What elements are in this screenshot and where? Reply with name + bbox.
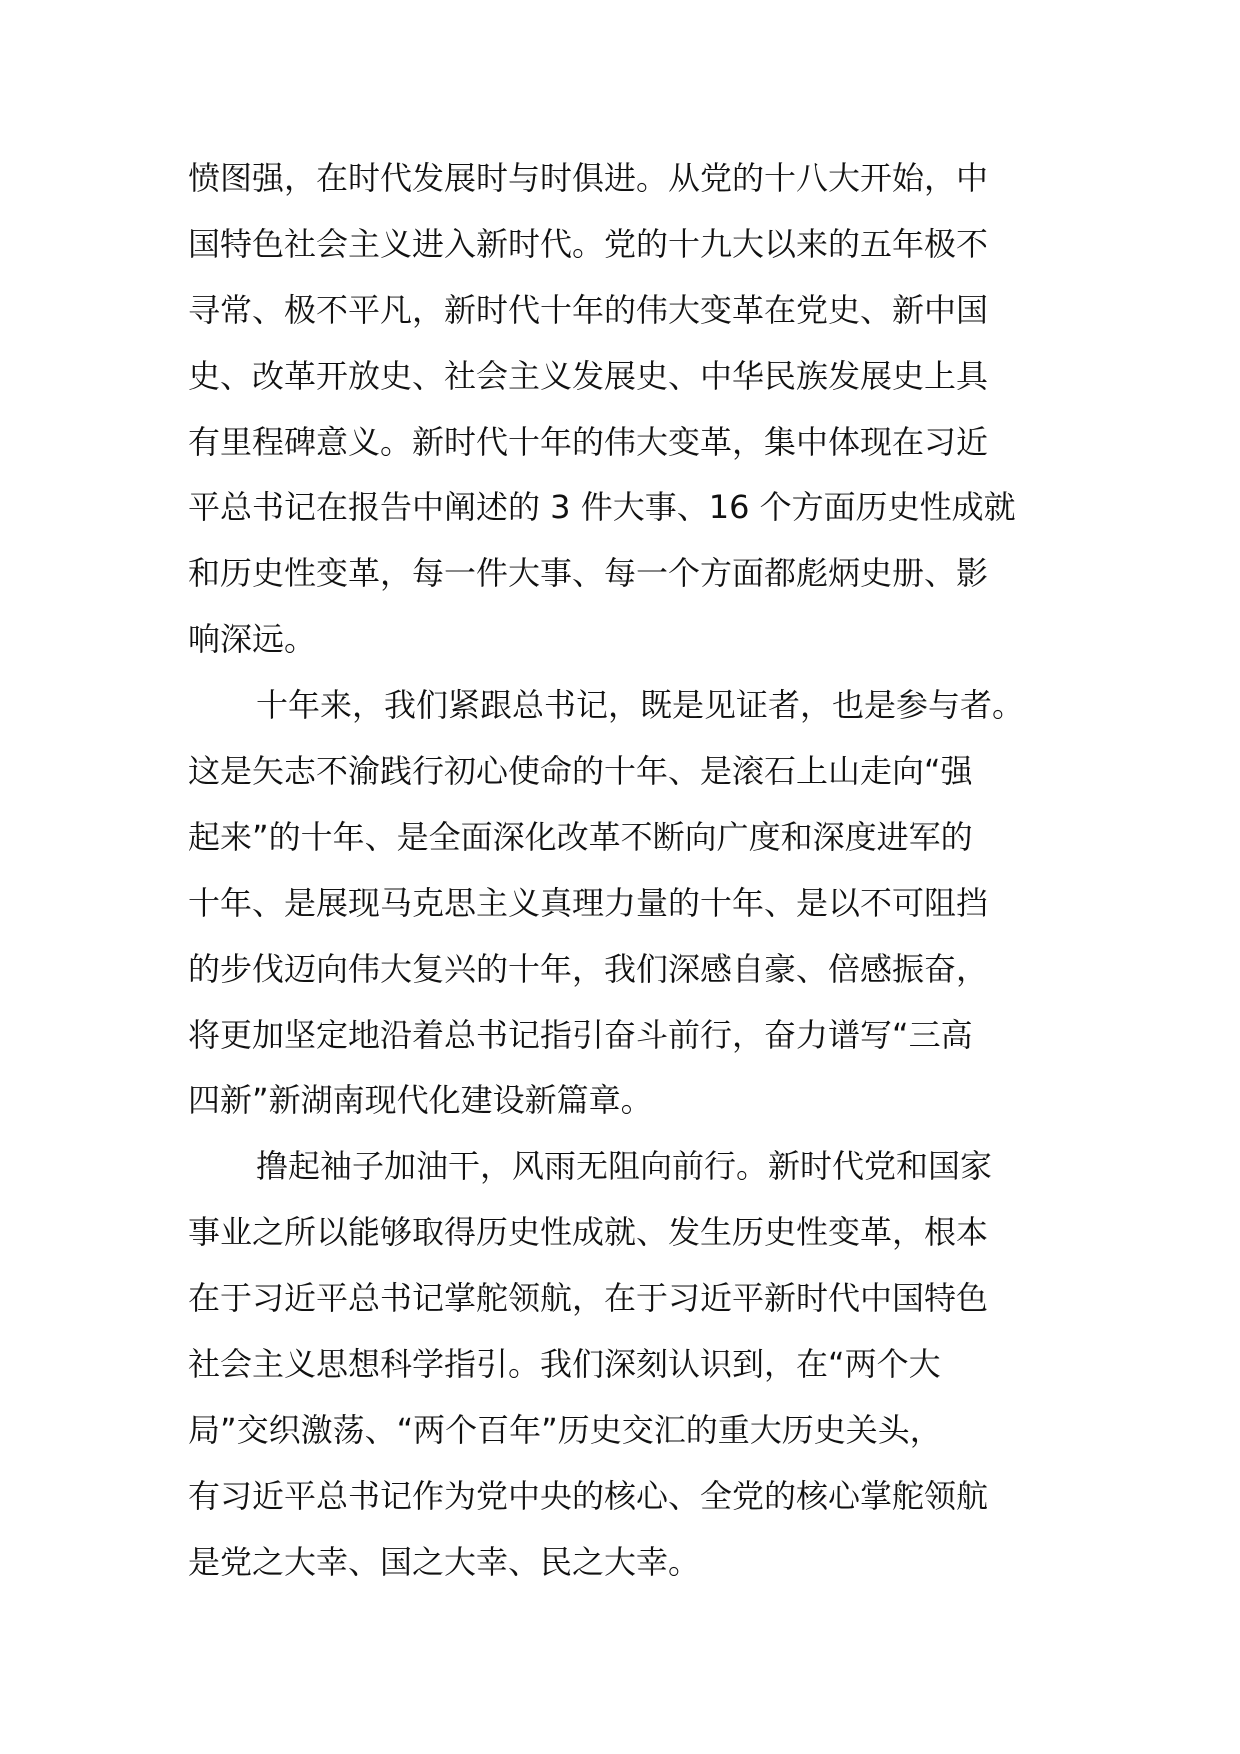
paragraph-1 [188,146,1062,673]
text-line: 的步伐迈向伟大复兴的十年，我们深感自豪、倍感振奋， [188,949,989,988]
text-line: 和历史性变革，每一件大事、每一个方面都彪炳史册、影 [188,554,989,593]
text-line: 国特色社会主义进入新时代。党的十九大以来的五年极不 [188,224,989,263]
text-line: 四新”新湖南现代化建设新篇章。 [188,1081,653,1120]
text-line: 事业之所以能够取得历史性成就、发生历史性变革，根本 [188,1213,989,1252]
text-line: 这是矢志不渝践行初心使命的十年、是滚石上山走向“强 [188,752,973,791]
paragraph-2 [188,673,1062,1134]
text-line: 是党之大幸、国之大幸、民之大幸。 [188,1542,701,1581]
text-line: 将更加坚定地沿着总书记指引奋斗前行，奋力谱写“三高 [188,1015,973,1054]
text-line: 有习近平总书记作为党中央的核心、全党的核心掌舵领航 [188,1476,989,1515]
text-line: 十年、是展现马克思主义真理力量的十年、是以不可阻挡 [188,883,989,922]
text-line: 愤图强，在时代发展时与时俱进。从党的十八大开始，中 [188,159,989,197]
text-line: 社会主义思想科学指引。我们深刻认识到，在“两个大 [188,1345,941,1384]
text-line: 平总书记在报告中阐述的 3 件大事、16 个方面历史性成就 [188,488,1016,527]
text-line: 响深远。 [188,620,317,659]
document-page [188,146,1062,1596]
text-line: 有里程碑意义。新时代十年的伟大变革，集中体现在习近 [188,422,989,461]
text-line: 史、改革开放史、社会主义发展史、中华民族发展史上具 [188,356,989,395]
paragraph-3 [188,1134,1062,1595]
text-line-first: 十年来，我们紧跟总书记，既是见证者，也是参与者。 [256,686,1025,725]
text-line: 起来”的十年、是全面深化改革不断向广度和深度进军的 [188,817,973,856]
text-line: 在于习近平总书记掌舵领航，在于习近平新时代中国特色 [188,1279,989,1318]
text-line: 局”交织激荡、“两个百年”历史交汇的重大历史关头， [188,1410,942,1449]
text-line: 寻常、极不平凡，新时代十年的伟大变革在党史、新中国 [188,290,989,329]
text-line-first: 撸起袖子加油干，风雨无阻向前行。新时代党和国家 [256,1147,993,1186]
